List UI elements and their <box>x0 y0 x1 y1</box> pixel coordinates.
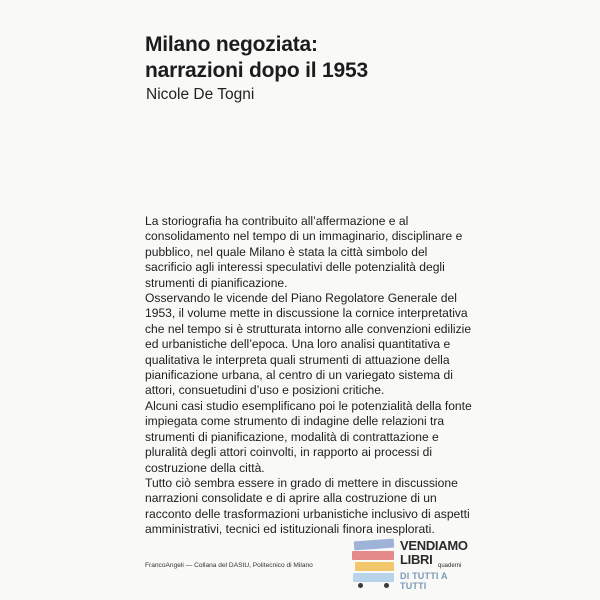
badge-line-1: VENDIAMO <box>400 538 468 553</box>
book-stack-bar <box>354 539 395 551</box>
publisher-footer: FrancoAngeli — Collana del DAStU, Politecnico di Milano <box>145 562 313 569</box>
blurb-paragraph-1: La storiografia ha contribuito all’affermazione e al consolidamento nel tempo di un immaginario, disciplinare e pubblico, nel quale Milano è stata la città simbolo del sacrificio agli interessi speculativi delle potenzialità degli strumenti di pianificazione. <box>145 214 463 290</box>
book-stack-bar <box>353 573 394 582</box>
cart-wheel-icon <box>384 583 389 588</box>
book-stack-bar <box>352 551 394 560</box>
badge-line-2: LIBRI <box>400 552 433 567</box>
book-title-line-1: Milano negoziata: <box>145 33 318 56</box>
blurb-paragraph-4: Tutto ciò sembra essere in grado di mettere in discussione narrazioni consolidate e di aprire alla costruzione di un racconto delle trasformazioni urbanistiche inclusivo di aspetti amministrativi, tecnici ed istituzionali finora inesplorati. <box>145 475 470 537</box>
badge-line-3: DI TUTTI A TUTTI <box>400 571 448 591</box>
blurb-paragraph-3: Alcuni casi studio esemplificano poi le potenzialità della fonte impiegata come strumento di indagine delle relazioni tra strumenti di pianificazione, modalità di contrattazione e pluralità degli attori coinvolti, in rapporto ai processi di costruzione della città. <box>145 398 472 475</box>
book-stack-icon <box>352 537 398 589</box>
blurb <box>145 214 475 538</box>
book-title-line-2: narrazioni dopo il 1953 <box>145 59 368 82</box>
book-stack-bar <box>355 562 394 571</box>
book-title <box>145 32 368 84</box>
badge-small-label: quaderni <box>438 563 462 569</box>
blurb-paragraph-2: Osservando le vicende del Piano Regolatore Generale del 1953, il volume mette in discussione la cornice interpretativa che nel tempo si è strutturata intorno alle convenzioni edilizie ed urbanistiche dell’epoca. Una loro analisi quantitativa e qualitativa le interpreta quali strumenti di attuazione della pianificazione urbana, al centro di un variegato sistema di attori, consuetudini d’uso e posizioni critiche. <box>145 291 472 398</box>
book-author: Nicole De Togni <box>146 86 255 103</box>
cart-wheel-icon <box>358 583 363 588</box>
vendiamo-libri-badge <box>352 537 472 589</box>
